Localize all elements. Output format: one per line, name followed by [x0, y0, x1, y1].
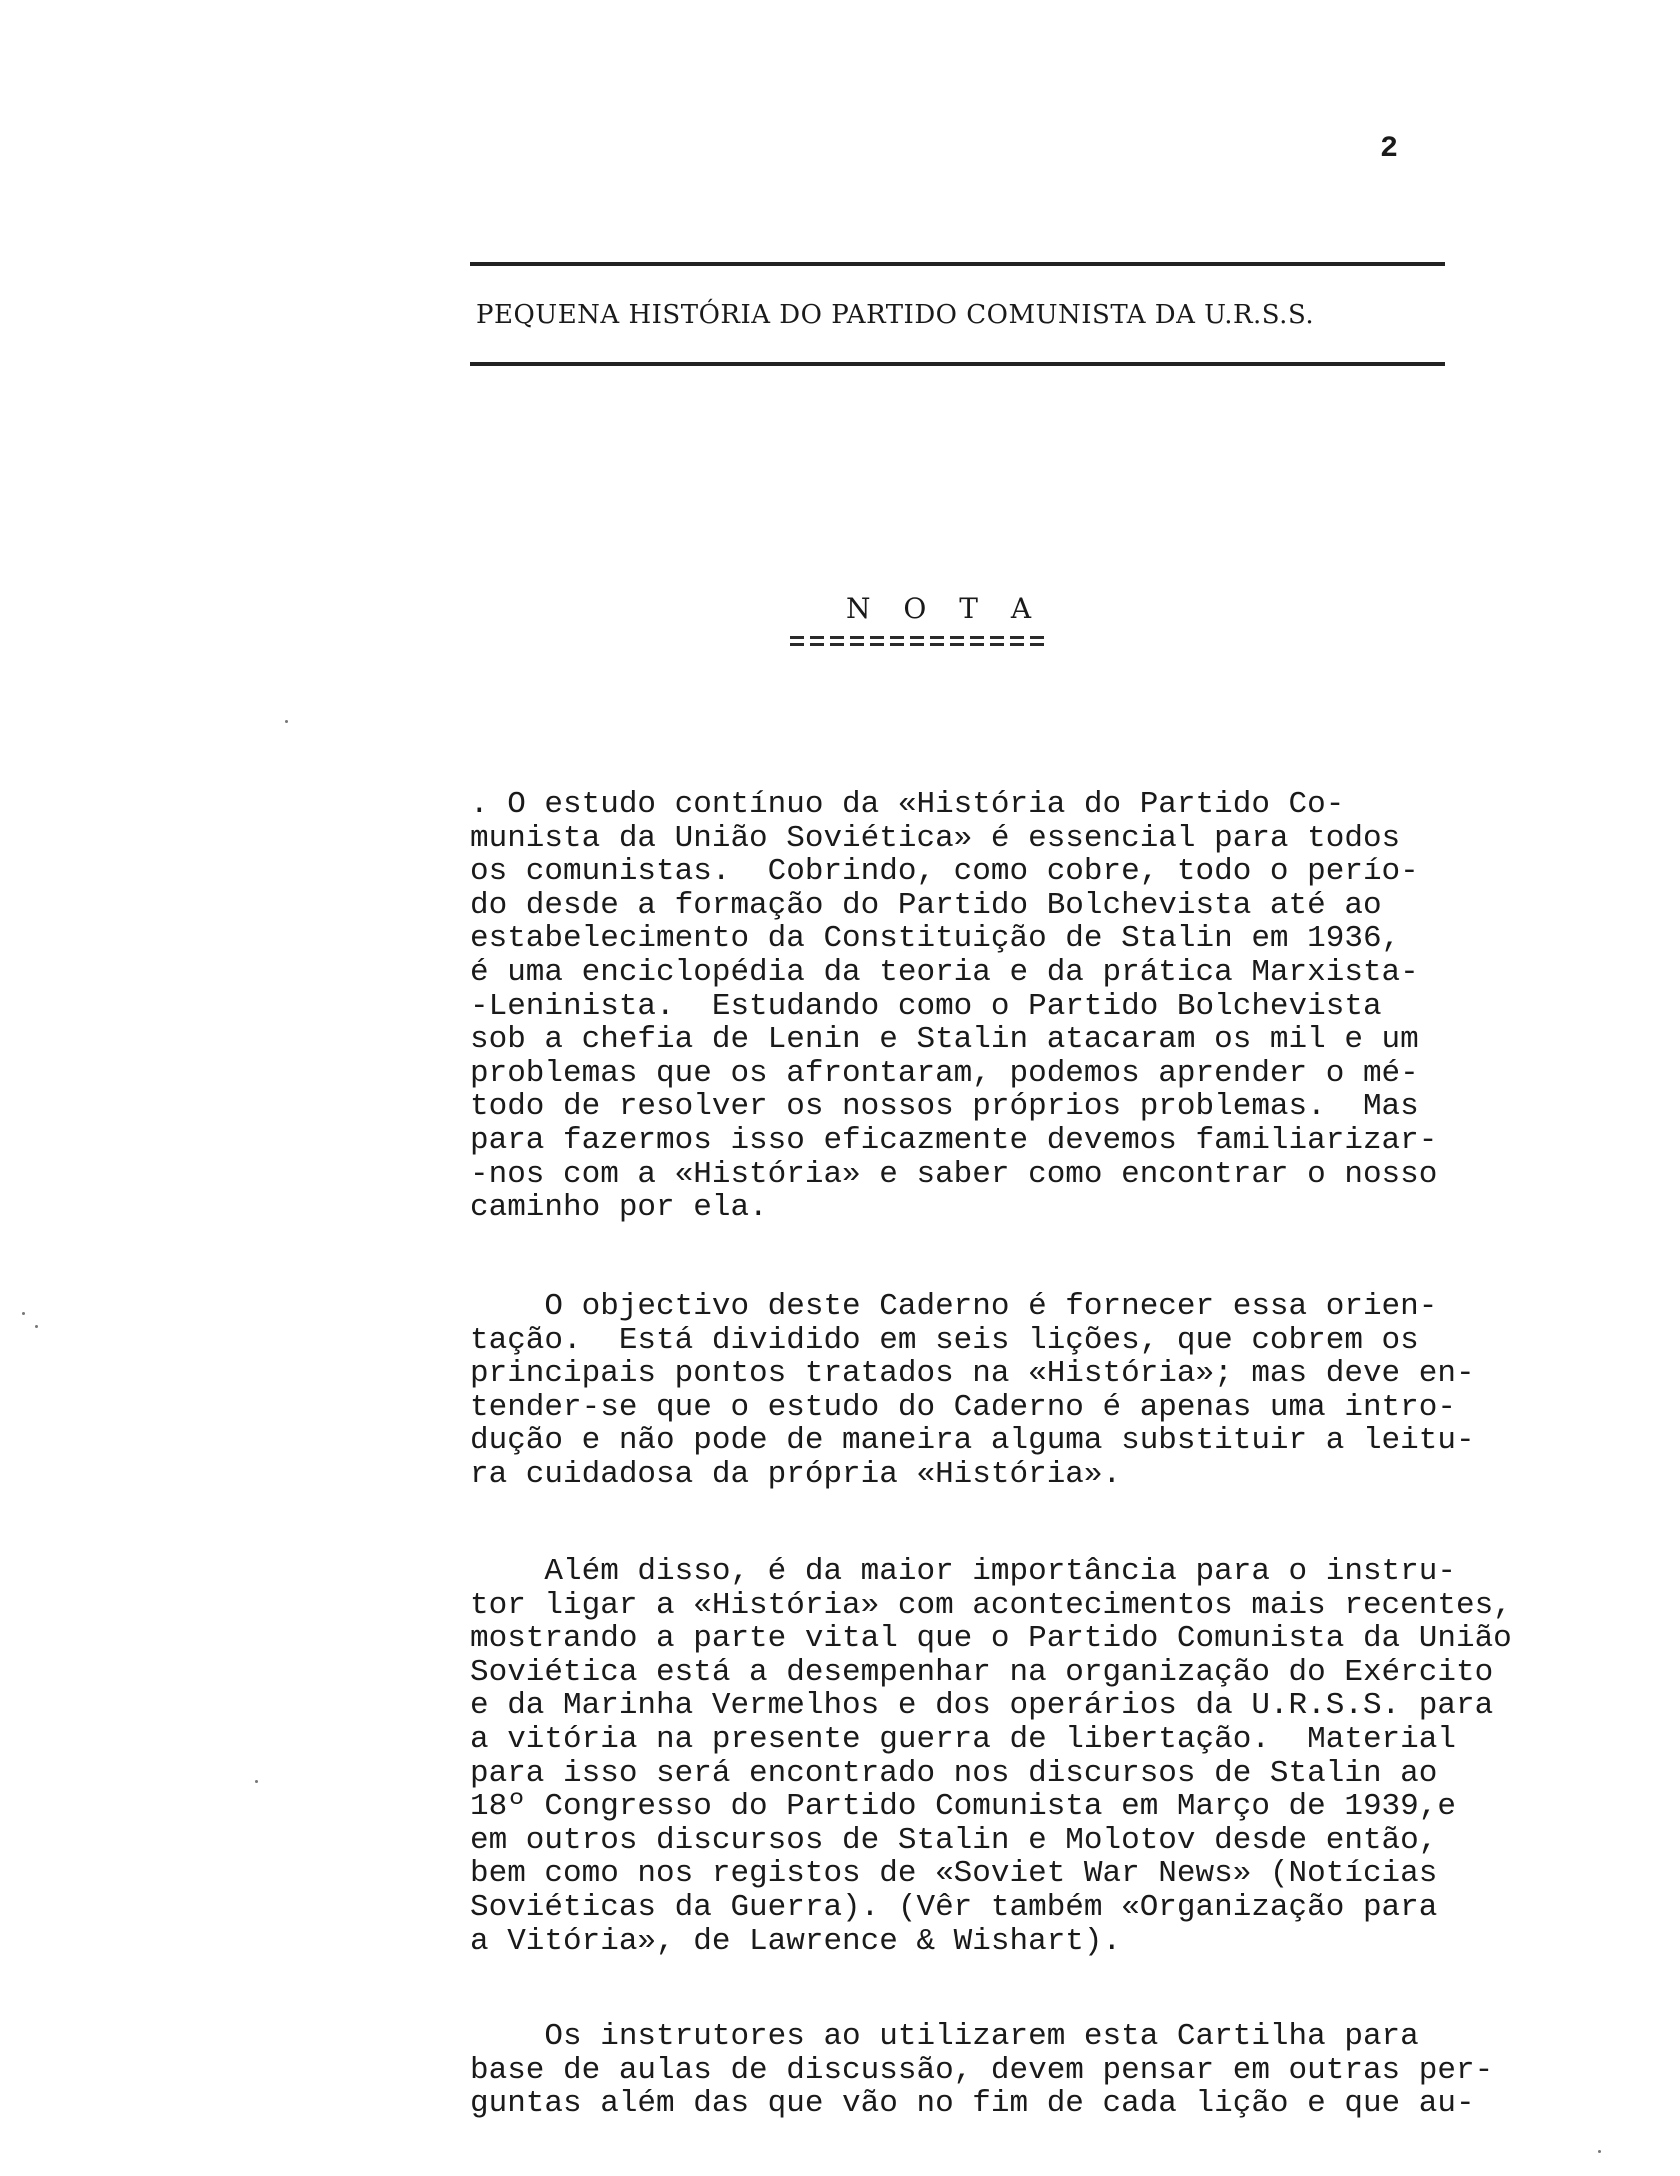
body-paragraph: . O estudo contínuo da «História do Partido Co- munista da União Soviética» é essencial para todos os comunistas. Cobrindo, como cobre, todo o perío- do desde a formação do Partido Bolchevista até ao estabelecimento da Constituição de Stalin em 1936, é uma enciclopédia da teoria e da prática Marxista- -Leninista. Estudando como o Partido Bolchevista sob a chefia de Lenin e Stalin atacaram os mil e um problemas que os afrontaram, podemos aprender o mé- todo de resolver os nossos próprios problemas. Mas para fazermos isso eficazmente devemos familiarizar- -nos com a «História» e saber como encontrar o nosso caminho por ela.: [470, 787, 1438, 1226]
scan-speck: [1598, 2150, 1601, 2153]
section-heading: N O T A: [846, 592, 1044, 625]
section-heading-underline: [790, 636, 1046, 646]
header-rule-top: [470, 262, 1445, 266]
header-rule-bottom: [470, 362, 1445, 366]
body-paragraph: O objectivo deste Caderno é fornecer essa orien- tação. Está dividido em seis lições, que cobrem os principais pontos tratados na «História»; mas deve en- tender-se que o estudo do Caderno é apenas uma intro- dução e não pode de maneira alguma substituir a leitu- ra cuidadosa da própria «História».: [470, 1289, 1475, 1492]
body-paragraph: Os instrutores ao utilizarem esta Cartilha para base de aulas de discussão, devem pensar em outras per- guntas além das que vão no fim de cada lição e que au-: [470, 2019, 1494, 2122]
scan-speck: [22, 1312, 25, 1315]
body-paragraph: Além disso, é da maior importância para o instru- tor ligar a «História» com acontecimentos mais recentes, mostrando a parte vital que o Partido Comunista da União Soviética está a desempenhar na organização do Exército e da Marinha Vermelhos e dos operários da U.R.S.S. para a vitória na presente guerra de libertação. Material para isso será encontrado nos discursos de Stalin ao 18º Congresso do Partido Comunista em Março de 1939,e em outros discursos de Stalin e Molotov desde então, bem como nos registos de «Soviet War News» (Notícias Soviéticas da Guerra). (Vêr também «Organização para a Vitória», de Lawrence & Wishart).: [470, 1554, 1512, 1959]
page-number: 2: [1380, 132, 1399, 166]
running-title: PEQUENA HISTÓRIA DO PARTIDO COMUNISTA DA U.R.S.S.: [476, 300, 1315, 330]
scan-speck: [285, 720, 288, 723]
scan-speck: [35, 1325, 38, 1328]
scan-speck: [255, 1780, 258, 1783]
